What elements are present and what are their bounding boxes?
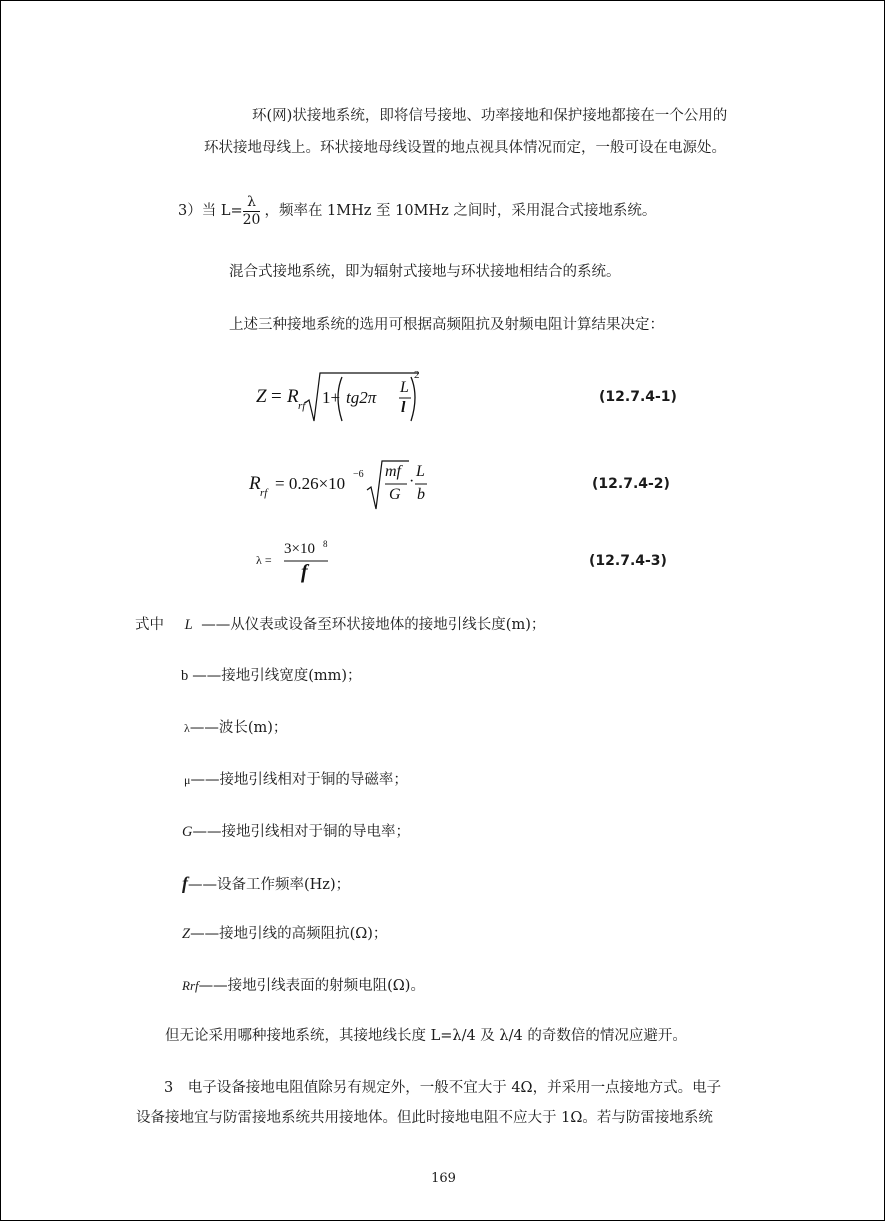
definition-row-f [182,874,350,894]
definition-row-b [181,667,362,685]
eq1-tg: tg2π [346,388,377,407]
equation-3-fraction-bar [256,539,376,589]
definition-text: ——从仪表或设备至环状接地体的接地引线长度(m)； [201,617,546,633]
equation-2 [249,457,569,517]
definition-text: ——接地引线宽度(mm)； [192,668,362,684]
paragraph-avoid: 但无论采用哪种接地系统，其接地线长度 L=λ/4 及 λ/4 的奇数倍的情况应避开。 [165,1028,687,1044]
eq2-rf: rf [260,487,268,499]
item-3-suffix: ，频率在 1MHz 至 10MHz 之间时，采用混合式接地系统。 [264,203,657,219]
definition-row-G [182,823,410,841]
eq1-square: 2 [414,369,420,381]
equation-3 [256,539,376,589]
eq2-dot: · [409,473,415,490]
definition-row-Z [182,925,387,943]
definition-text: ——接地引线的高频阻抗(Ω)； [190,926,388,942]
paragraph-clause-3-line-2: 设备接地宜与防雷接地系统共用接地体。但此时接地电阻不应大于 1Ω。若与防雷接地系统 [136,1110,713,1126]
eq3-numerator: 3×10 [284,541,315,557]
eq1-equals: = [271,386,282,407]
eq3-exponent: 8 [323,539,328,549]
equation-2-number: (12.7.4-2) [592,476,670,492]
paragraph-choice: 上述三种接地系统的选用可根据高频阻抗及射频电阻计算结果决定： [229,317,664,333]
definition-symbol: b [181,668,189,684]
eq2-L: L [416,463,425,480]
definition-symbol: L [184,617,193,633]
item-3-fraction [243,194,261,229]
eq1-R: R [287,386,299,407]
eq3-lambda: λ = [256,553,272,567]
definition-symbol: λ [184,721,190,735]
paragraph-ring-line-1: 环(网)状接地系统，即将信号接地、功率接地和保护接地都接在一个公用的 [252,108,728,124]
definition-row-lambda [184,719,287,737]
eq2-exponent: −6 [353,469,364,480]
eq3-denominator: f [301,561,308,583]
equation-3-number: (12.7.4-3) [589,553,667,569]
eq1-Z: Z [256,386,267,407]
item-3-line [178,191,656,231]
item-3-frac-den: 20 [242,211,261,228]
eq2-coefficient: = 0.26×10 [275,474,346,493]
equation-1-number: (12.7.4-1) [599,389,677,405]
definition-symbol: μ [184,773,191,787]
equation-1 [256,369,586,429]
definition-symbol: f [182,873,188,893]
eq1-L: L [400,379,409,396]
definition-text: ——接地引线表面的射频电阻(Ω)。 [198,978,425,994]
eq1-rf: rf [298,400,306,412]
eq2-b: b [417,486,425,503]
definition-text: ——波长(m)； [189,720,288,736]
definitions-intro: 式中 [135,617,164,633]
definition-text: ——设备工作频率(Hz)； [188,877,351,893]
eq2-G: G [389,486,401,503]
eq2-R: R [249,473,261,494]
definition-row-mu [184,771,408,789]
item-3-prefix: 3）当 L= [178,203,243,219]
page-number: 169 [431,1171,456,1186]
definition-text: ——接地引线相对于铜的导电率； [192,824,410,840]
paragraph-ring-line-2: 环状接地母线上。环状接地母线设置的地点视具体情况而定，一般可设在电源处。 [204,140,726,156]
definition-symbol: Rrf [182,978,199,993]
definition-symbol: Z [182,926,191,942]
eq1-l: l [401,399,406,416]
definition-row-Rrf [182,977,425,995]
eq1-one-plus: 1+ [322,388,341,407]
definition-symbol: G [182,824,193,840]
item-3-frac-num: λ [243,194,261,212]
definition-text: ——接地引线相对于铜的导磁率； [190,772,408,788]
equation-1-radical [256,369,586,429]
eq2-mf: mf [385,463,401,480]
paragraph-clause-3-line-1: 3 电子设备接地电阻值除另有规定外，一般不宜大于 4Ω，并采用一点接地方式。电子 [164,1080,722,1096]
definition-row-L [135,616,545,634]
paragraph-mixed: 混合式接地系统，即为辐射式接地与环状接地相结合的系统。 [229,264,621,280]
